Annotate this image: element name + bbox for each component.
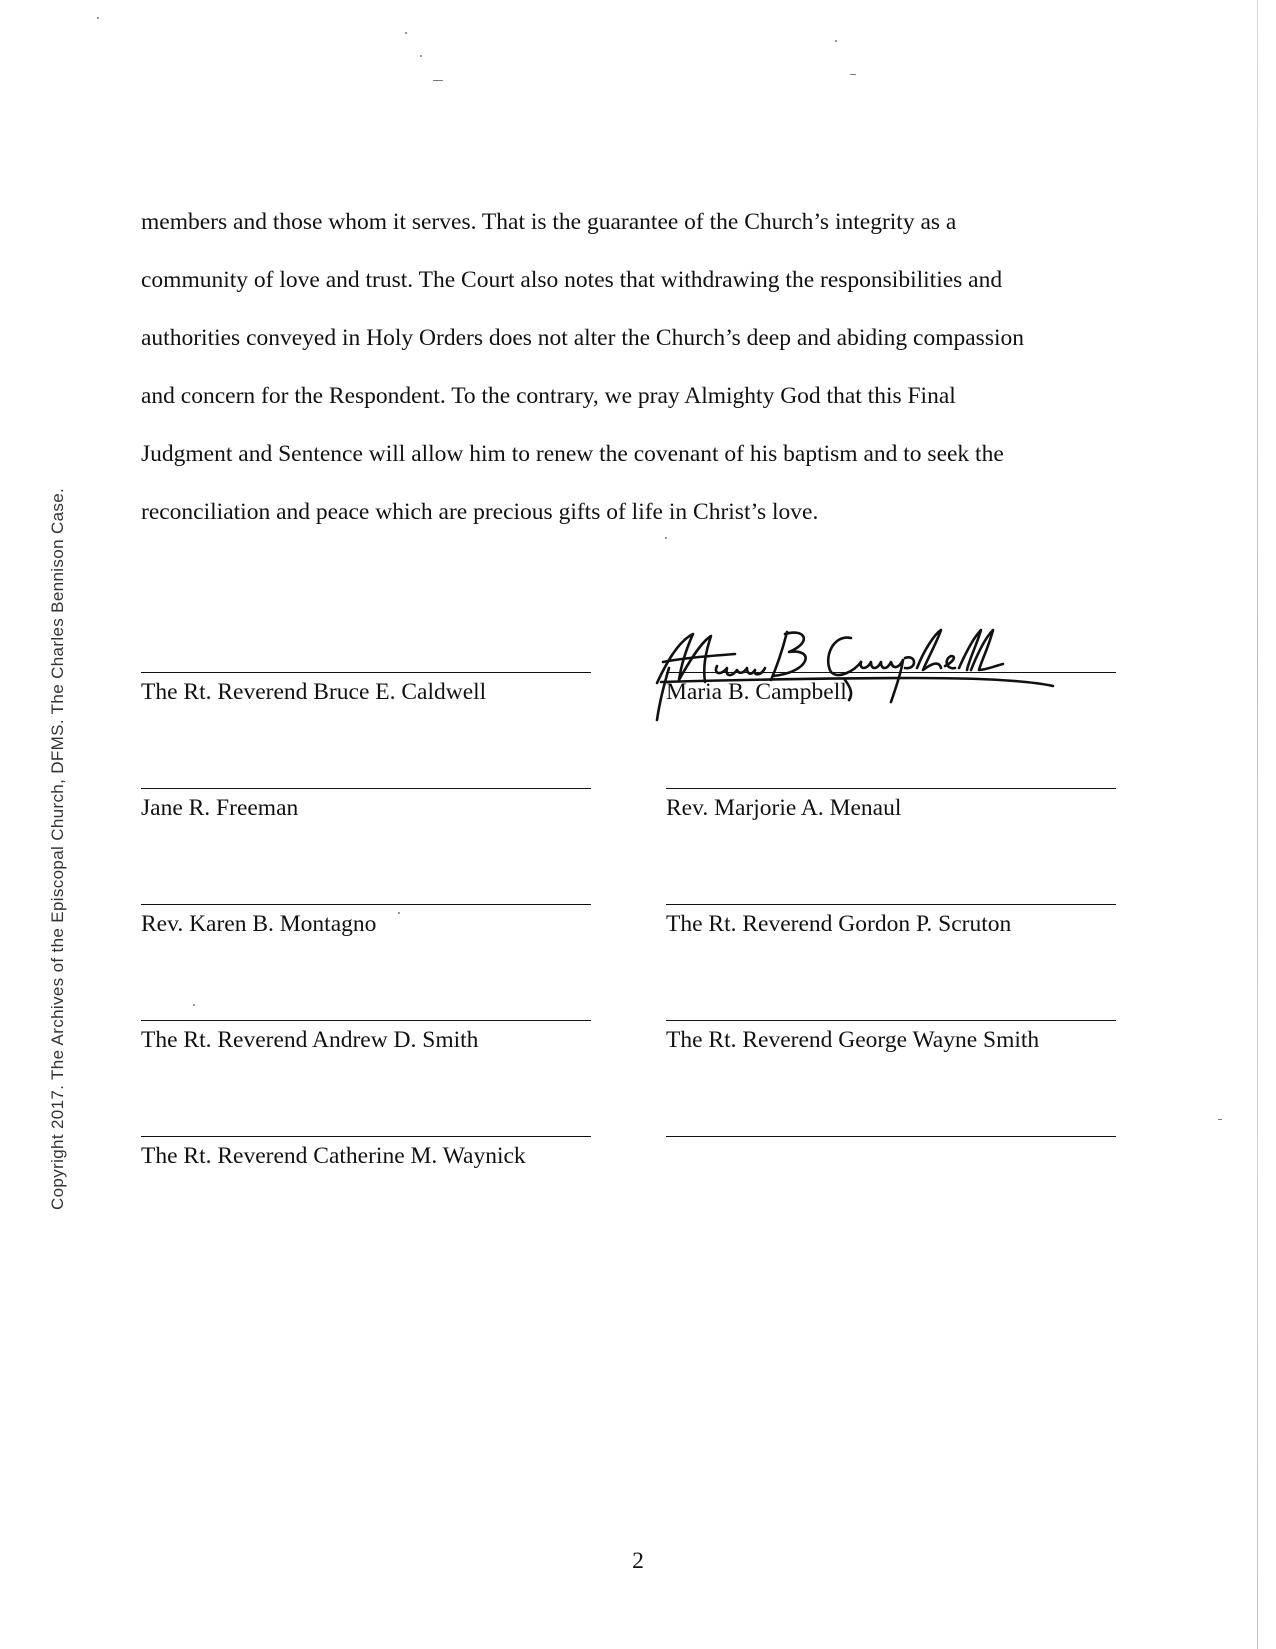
signature-line — [141, 904, 591, 905]
signature-line — [666, 788, 1116, 789]
page-number: 2 — [632, 1548, 644, 1574]
signature-block — [666, 788, 1116, 822]
signature-block — [666, 904, 1116, 938]
scan-speck — [433, 80, 443, 81]
signatory-name: Jane R. Freeman — [141, 795, 299, 821]
body-paragraph — [141, 210, 1141, 558]
signatory-name: Rev. Karen B. Montagno — [141, 911, 377, 937]
signature-line — [141, 1136, 591, 1137]
scan-speck — [97, 17, 99, 19]
signatory-name: The Rt. Reverend Bruce E. Caldwell — [141, 679, 487, 705]
scan-speck — [835, 40, 837, 42]
signatory-name: Maria B. Campbell — [666, 679, 847, 705]
signature-block — [141, 788, 591, 822]
signatory-name: The Rt. Reverend Catherine M. Waynick — [141, 1143, 526, 1169]
body-line: community of love and trust. The Court also notes that withdrawing the responsibilities and — [141, 267, 1003, 293]
body-line: reconciliation and peace which are precious gifts of life in Christ’s love. — [141, 499, 819, 525]
signature-block — [141, 904, 591, 938]
signature-line — [666, 1020, 1116, 1021]
scan-edge — [1257, 0, 1258, 1649]
signature-block — [141, 672, 591, 706]
signature-block — [141, 1020, 591, 1054]
body-line: authorities conveyed in Holy Orders does not alter the Church’s deep and abiding compassion — [141, 325, 1024, 351]
body-line: members and those whom it serves. That is the guarantee of the Church’s integrity as a — [141, 209, 957, 235]
scan-speck — [420, 55, 422, 57]
scan-speck — [405, 32, 407, 34]
signature-line — [141, 672, 591, 673]
signature-line — [666, 904, 1116, 905]
signatory-name: The Rt. Reverend George Wayne Smith — [666, 1027, 1040, 1053]
signature-line — [666, 1136, 1116, 1137]
signatory-name: Rev. Marjorie A. Menaul — [666, 795, 902, 821]
scan-speck — [1218, 1119, 1222, 1120]
handwritten-signature — [655, 628, 1095, 728]
signature-block — [666, 1020, 1116, 1054]
scan-speck — [193, 1004, 195, 1006]
signature-block — [666, 1136, 1116, 1137]
body-line: Judgment and Sentence will allow him to renew the covenant of his baptism and to seek the — [141, 441, 1004, 467]
signatory-name: The Rt. Reverend Gordon P. Scruton — [666, 911, 1012, 937]
copyright-side-note: Copyright 2017. The Archives of the Episcopal Church, DFMS. The Charles Bennison Case. — [48, 487, 67, 1210]
scan-speck — [850, 74, 856, 75]
signature-line — [141, 788, 591, 789]
signatory-name: The Rt. Reverend Andrew D. Smith — [141, 1027, 479, 1053]
body-line: and concern for the Respondent. To the contrary, we pray Almighty God that this Final — [141, 383, 956, 409]
signature-block — [141, 1136, 591, 1170]
signature-line — [141, 1020, 591, 1021]
